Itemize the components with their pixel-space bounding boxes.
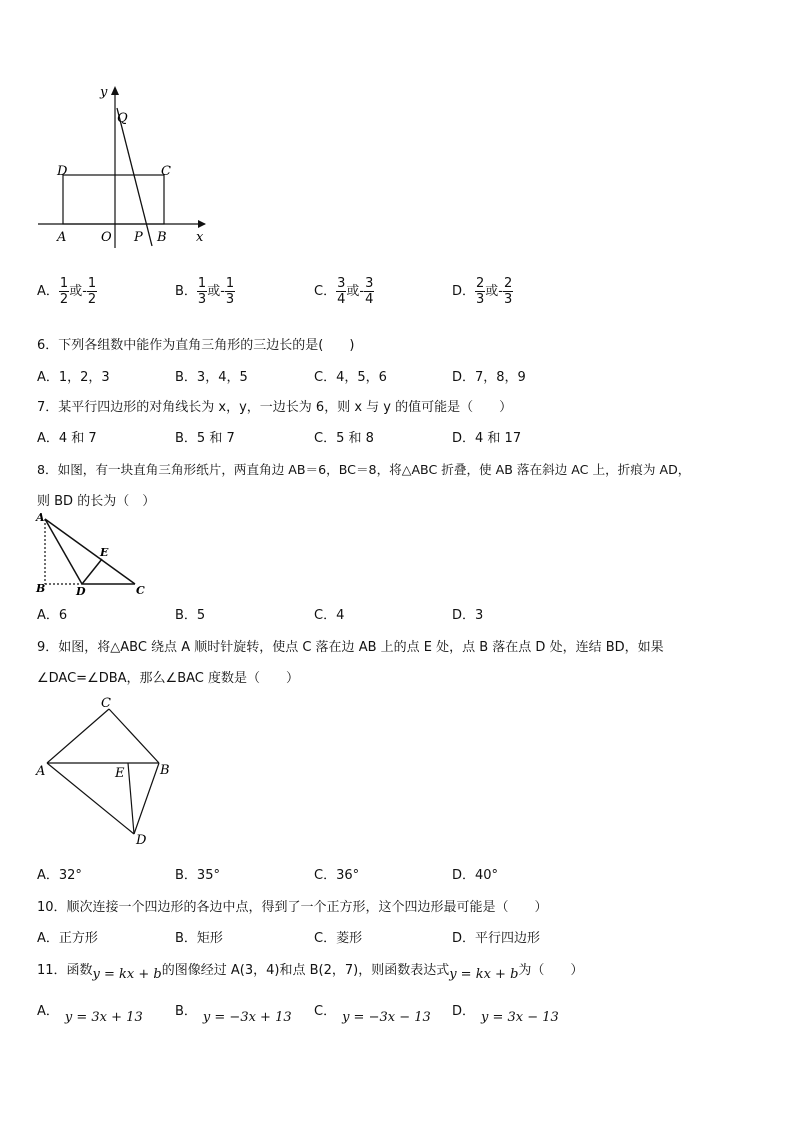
option-expression: y = −3x + 13 (202, 1010, 292, 1025)
line-pq (117, 108, 152, 246)
q5-option-d[interactable] (452, 276, 513, 307)
option-expression: y = 3x + 13 (64, 1010, 143, 1025)
x-axis-arrow (198, 220, 206, 228)
q7-option-c[interactable]: C．5 和 8 (314, 431, 374, 446)
q6-text: 6．下列各组数中能作为直角三角形的三边长的是( ) (37, 338, 355, 353)
segment-ad (45, 519, 82, 584)
y-axis-arrow (111, 86, 119, 95)
q9-text-line1: 9．如图，将△ABC 绕点 A 顺时针旋转，使点 C 落在边 AB 上的点 E 处，点 B 落在点 D 处，连结 BD，如果 (37, 640, 664, 655)
q10-option-d[interactable]: D．平行四边形 (452, 931, 541, 946)
label-o: O (101, 230, 112, 245)
q7-option-d[interactable]: D．4 和 17 (452, 431, 522, 446)
rotation-figure (30, 690, 190, 850)
q9-option-a[interactable]: A．32° (37, 868, 82, 883)
label-c: C (101, 696, 111, 711)
q9-option-c[interactable]: C．36° (314, 868, 360, 883)
fraction (364, 276, 374, 307)
numerator: 1 (225, 276, 235, 291)
option-connector: 或- (346, 284, 365, 299)
option-connector: 或- (69, 284, 87, 299)
option-letter: C． (314, 284, 337, 299)
denominator: 3 (504, 292, 513, 307)
q11-formula: y = kx + b (92, 967, 162, 982)
label-y: y (100, 85, 108, 100)
q11-option-a[interactable] (37, 1000, 143, 1025)
q10-text: 10．顺次连接一个四边形的各边中点，得到了一个正方形，这个四边形最可能是（ ） (37, 900, 548, 915)
q11-text-part1: 11．函数 (37, 963, 93, 978)
denominator: 3 (197, 292, 207, 307)
q8-option-c[interactable]: C．4 (314, 608, 345, 623)
segment-cb (109, 709, 159, 763)
option-letter: B． (175, 284, 197, 299)
numerator: 3 (337, 276, 346, 291)
q10-option-a[interactable]: A．正方形 (37, 931, 98, 946)
denominator: 3 (225, 292, 235, 307)
triangle-fold-figure (30, 508, 160, 600)
q11-option-c[interactable] (314, 1000, 431, 1025)
denominator: 3 (476, 292, 485, 307)
q6-option-a[interactable]: A．1，2，3 (37, 370, 110, 385)
numerator: 1 (87, 276, 97, 291)
q5-option-c[interactable] (314, 276, 374, 307)
numerator: 2 (504, 276, 513, 291)
rectangle-abcd (63, 175, 164, 224)
option-expression: y = 3x − 13 (481, 1010, 559, 1025)
label-e: E (100, 546, 109, 559)
q7-option-a[interactable]: A．4 和 7 (37, 431, 97, 446)
option-connector: 或- (485, 284, 503, 299)
option-letter: B． (175, 1004, 197, 1019)
label-q: Q (117, 111, 128, 126)
label-e: E (115, 766, 125, 781)
q6-option-d[interactable]: D．7，8，9 (452, 370, 526, 385)
q10-option-b[interactable]: B．矩形 (175, 931, 223, 946)
label-d: D (136, 833, 147, 848)
denominator: 4 (337, 292, 346, 307)
fraction (197, 276, 207, 307)
fraction (475, 276, 485, 307)
q11-text (37, 959, 584, 982)
numerator: 1 (59, 276, 69, 291)
option-letter: A． (37, 284, 59, 299)
q8-text-line2: 则 BD 的长为（ ） (37, 494, 156, 509)
label-b: B (160, 763, 170, 778)
segment-de (82, 559, 102, 584)
label-b: B (157, 230, 167, 245)
label-b: B (36, 582, 46, 595)
denominator: 4 (365, 292, 374, 307)
option-letter: D． (452, 1004, 476, 1019)
fraction (336, 276, 346, 307)
option-connector: 或- (207, 284, 225, 299)
label-c: C (136, 584, 145, 597)
q8-option-a[interactable]: A．6 (37, 608, 68, 623)
segment-ac (47, 709, 109, 763)
label-a: A (57, 230, 67, 245)
q5-option-a[interactable] (37, 276, 97, 307)
numerator: 2 (476, 276, 485, 291)
q8-text-line1: 8．如图，有一块直角三角形纸片，两直角边 AB＝6，BC＝8，将△ABC 折叠，使 AB 落在斜边 AC 上，折痕为 AD， (37, 462, 691, 477)
label-a: A (36, 764, 46, 779)
denominator: 2 (87, 292, 97, 307)
option-letter: C． (314, 1004, 337, 1019)
q10-option-c[interactable]: C．菱形 (314, 931, 363, 946)
option-expression: y = −3x − 13 (342, 1010, 431, 1025)
fraction (225, 276, 235, 307)
q11-option-b[interactable] (175, 1000, 292, 1025)
q9-text-line2: ∠DAC=∠DBA，那么∠BAC 度数是（ ） (37, 671, 299, 686)
segment-bd (134, 763, 159, 834)
fraction (503, 276, 513, 307)
q7-text: 7．某平行四边形的对角线长为 x，y，一边长为 6，则 x 与 y 的值可能是（ ） (37, 400, 513, 415)
label-d: D (76, 585, 86, 598)
fraction (87, 276, 97, 307)
q9-option-d[interactable]: D．40° (452, 868, 499, 883)
label-x: x (196, 230, 204, 245)
label-a: A (36, 511, 45, 524)
q11-option-d[interactable] (452, 1000, 559, 1025)
q11-formula-2: y = kx + b (449, 967, 519, 982)
fraction (59, 276, 69, 307)
label-d: D (57, 164, 68, 179)
option-letter: A． (37, 1004, 59, 1019)
q7-option-b[interactable]: B．5 和 7 (175, 431, 235, 446)
q11-text-part3: 为（ ） (518, 963, 584, 978)
q5-option-b[interactable] (175, 276, 235, 307)
numerator: 1 (197, 276, 207, 291)
q6-option-b[interactable]: B．3，4，5 (175, 370, 248, 385)
label-p: P (134, 230, 143, 245)
q8-option-b[interactable]: B．5 (175, 608, 206, 623)
q6-option-c[interactable]: C．4，5，6 (314, 370, 387, 385)
label-c: C (161, 164, 171, 179)
q9-option-b[interactable]: B．35° (175, 868, 220, 883)
segment-ed (128, 763, 134, 834)
q11-text-part2: 的图像经过 A(3，4)和点 B(2，7)，则函数表达式 (161, 963, 450, 978)
numerator: 3 (365, 276, 374, 291)
denominator: 2 (59, 292, 69, 307)
option-letter: D． (452, 284, 476, 299)
coordinate-figure (30, 80, 220, 255)
q8-option-d[interactable]: D．3 (452, 608, 484, 623)
